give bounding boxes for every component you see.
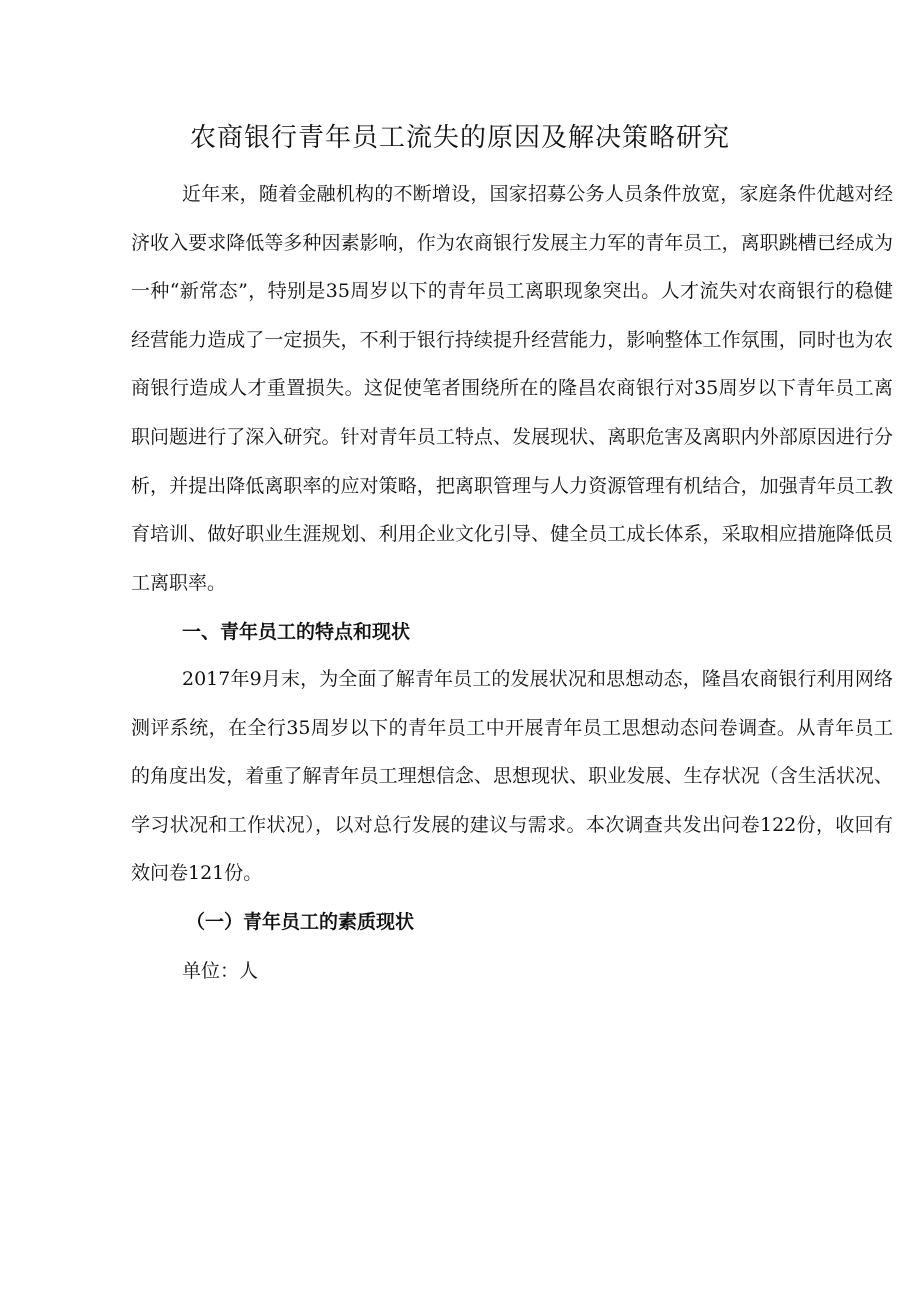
document-title: 农商银行青年员工流失的原因及解决策略研究 xyxy=(189,123,730,153)
subsection-heading-quality: （一）青年员工的素质现状 xyxy=(186,911,415,933)
section-heading-characteristics: 一、青年员工的特点和现状 xyxy=(182,621,411,643)
intro-paragraph: 近年来，随着金融机构的不断增设，国家招募公务人员条件放宽，家庭条件优越对经济收入要求降低等多种因素影响，作为农商银行发展主力军的青年员工，离职跳槽已经成为一种“新常态”，特别是35周岁以下的青年员工离职现象突出。人才流失对农商银行的稳健经营能力造成了一定损失，不利于银行持续提升经营能力，影响整体工作氛围，同时也为农商银行造成人才重置损失。这促使笔者围绕所在的隆昌农商银行对35周岁以下青年员工离职问题进行了深入研究。针对青年员工特点、发展现状、离职危害及离职内外部原因进行分析，并提出降低离职率的应对策略，把离职管理与人力资源管理有机结合，加强青年员工教育培训、做好职业生涯规划、利用企业文化引导、健全员工成长体系，采取相应措施降低员工离职率。 xyxy=(131,183,893,594)
survey-paragraph: 2017年9月末，为全面了解青年员工的发展状况和思想动态，隆昌农商银行利用网络测评系统，在全行35周岁以下的青年员工中开展青年员工思想动态问卷调查。从青年员工的角度出发，着重了解青年员工理想信念、思想现状、职业发展、生存状况（含生活状况、学习状况和工作状况），以对总行发展的建议与需求。本次调查共发出问卷122份，收回有效问卷121份。 xyxy=(131,668,893,885)
unit-label: 单位：人 xyxy=(182,960,259,982)
